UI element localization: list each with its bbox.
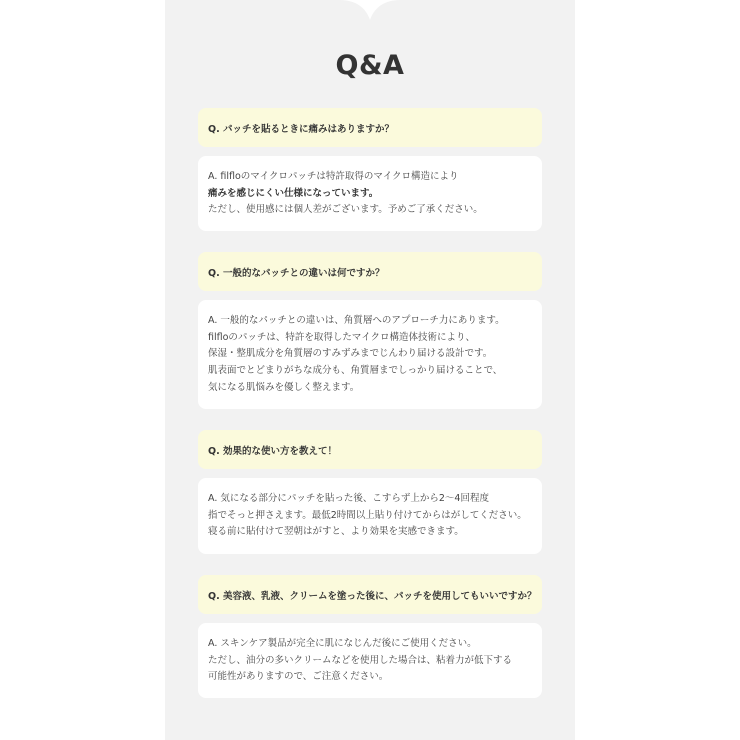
page-title: Q&A (335, 50, 405, 81)
faq-question-1: Q. パッチを貼るときに痛みはありますか？ (198, 108, 542, 147)
answer-line: ただし、油分の多いクリームなどを使用した場合は、粘着力が低下する (208, 654, 513, 666)
top-notch-decoration (340, 0, 400, 26)
faq-answer-1 (198, 156, 542, 231)
answer-line: 保湿・整肌成分を角質層のすみずみまでじんわり届ける設計です。 (208, 348, 493, 360)
answer-line: 気になる肌悩みを優しく整えます。 (208, 381, 360, 393)
answer-line: A. スキンケア製品が完全に肌になじんだ後にご使用ください。 (208, 638, 477, 649)
answer-line: 寝る前に貼付けて翌朝はがすと、より効果を実感できます。 (208, 526, 464, 538)
answer-line-emphasis: 痛みを感じにくい仕様になっています。 (208, 187, 379, 199)
faq-question-3: Q. 効果的な使い方を教えて！ (198, 430, 542, 469)
answer-line: 可能性がありますので、ご注意ください。 (208, 671, 389, 683)
answer-line: 肌表面でとどまりがちな成分も、角質層までしっかり届けることで、 (208, 365, 503, 377)
faq-question-4: Q. 美容液、乳液、クリームを塗った後に、パッチを使用してもいいですか？ (198, 575, 542, 614)
answer-line: 指でそっと押さえます。最低2時間以上貼り付けてからはがしてください。 (208, 509, 527, 521)
faq-answer-3 (198, 478, 542, 554)
answer-line: ただし、使用感には個人差がございます。予めご了承ください。 (208, 204, 483, 216)
answer-line: filfloのパッチは、特許を取得したマイクロ構造体技術により、 (208, 331, 476, 343)
answer-line: A. filfloのマイクロパッチは特許取得のマイクロ構造により (208, 171, 459, 182)
answer-line: A. 気になる部分にパッチを貼った後、こすらず上から2〜4回程度 (208, 493, 489, 504)
answer-line: A. 一般的なパッチとの違いは、角質層へのアプローチ力にあります。 (208, 315, 505, 326)
faq-answer-2 (198, 300, 542, 409)
faq-question-2: Q. 一般的なパッチとの違いは何ですか？ (198, 252, 542, 291)
faq-answer-4 (198, 623, 542, 698)
